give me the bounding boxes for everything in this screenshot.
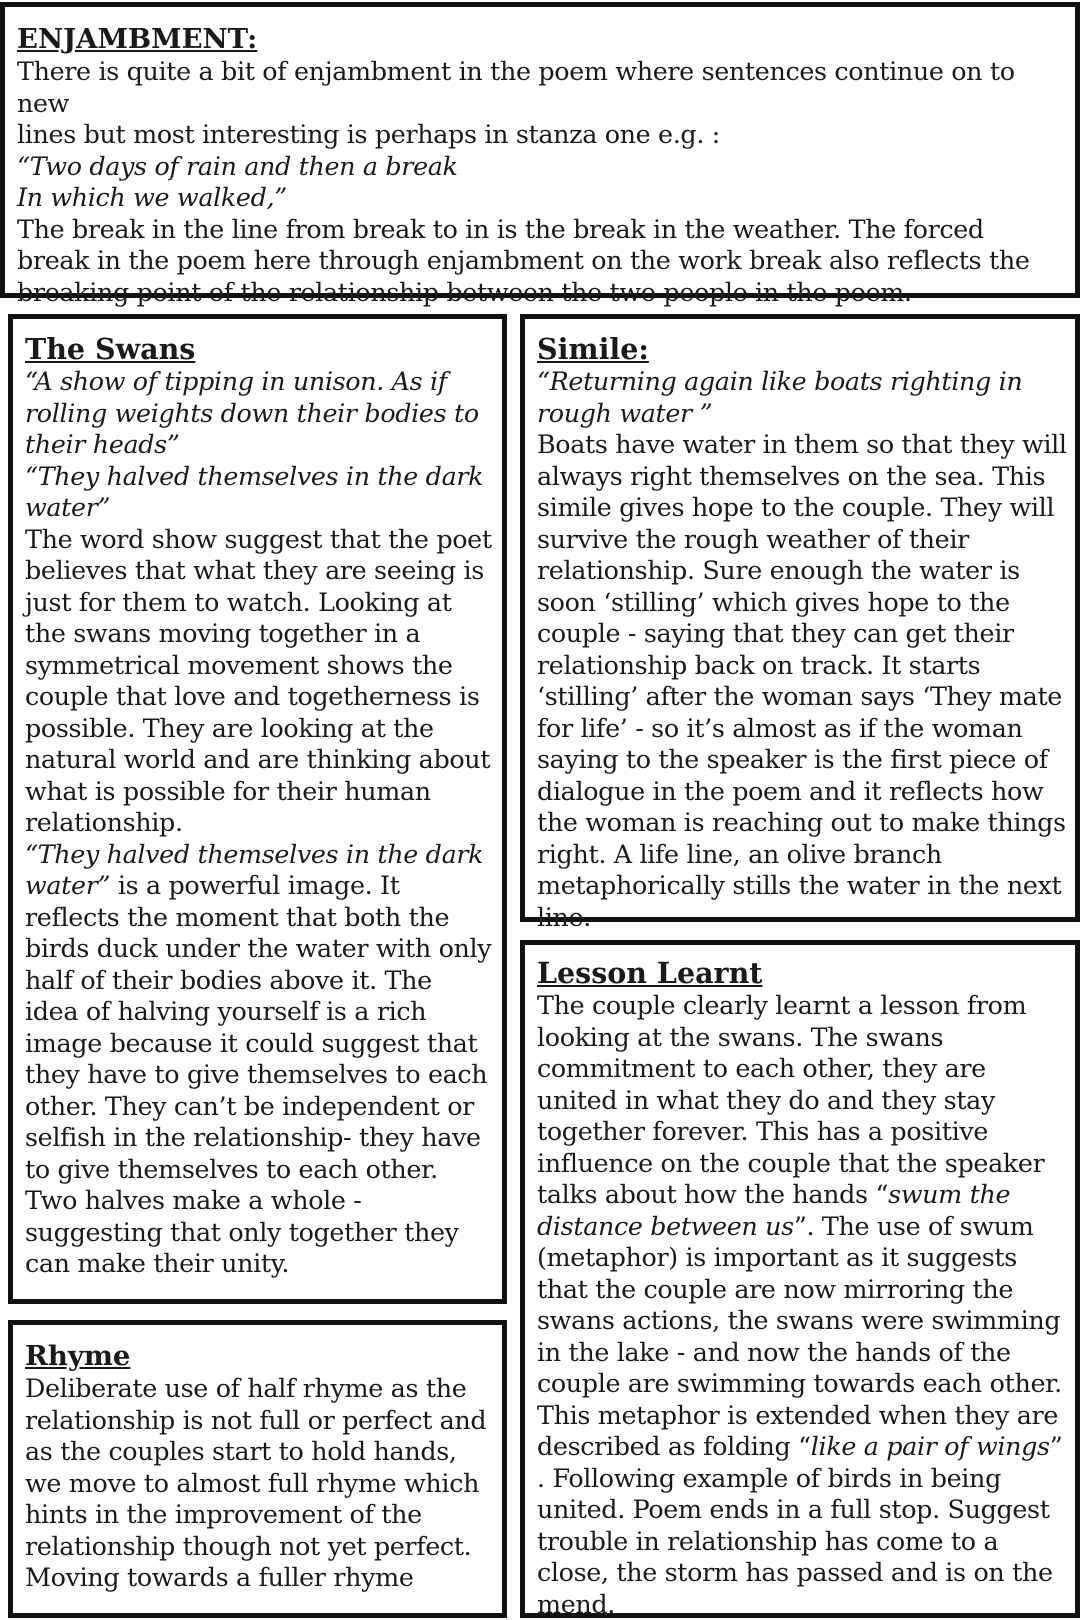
enjambment-title: ENJAMBMENT:	[17, 23, 258, 55]
swans-quote-tipping: “A show of tipping in unison. As if rolling weights down their bodies to their heads”	[25, 366, 479, 459]
swans-section	[8, 314, 507, 1304]
swans-quote-halved: “They halved themselves in the dark water”	[25, 460, 484, 522]
rhyme-title: Rhyme	[25, 1340, 131, 1372]
swans-quote-halved-repeat: “They halved themselves in the dark water”	[25, 838, 484, 900]
lesson-title: Lesson Learnt	[537, 956, 763, 990]
swans-title: The Swans	[25, 332, 196, 366]
lesson-body-3: ” . Following example of birds in being united. Poem ends in a full stop. Suggest trouble in relationship has come to a close, the storm has passed and is on the mend.	[537, 1431, 1063, 1619]
lesson-body-2: ”. The use of swum (metaphor) is important as it suggests that the couple are now mirroring the swans actions, the swans were swimming in the lake - and now the hands of the couple are swimming towards each other. This metaphor is extended when they are described as folding “	[537, 1210, 1062, 1461]
enjambment-quote-line2: In which we walked,”	[17, 182, 287, 212]
enjambment-section	[0, 2, 1080, 307]
lesson-quote-swum: swum the distance between us	[537, 1179, 1011, 1241]
simile-quote: “Returning again like boats righting in rough water ”	[537, 366, 1023, 428]
enjambment-intro-line2: lines but most interesting is perhaps in stanza one e.g. :	[17, 119, 720, 149]
lesson-body-1: The couple clearly learnt a lesson from looking at the swans. The swans commitment to each other, they are united in what they do and they stay together forever. This has a positive influence on the couple that the speaker talks about how the hands “	[537, 990, 1045, 1209]
swans-body-2: is a powerful image. It reflects the moment that both the birds duck under the water with only half of their bodies above it. The idea of halving yourself is a rich image because it could suggest that they have to give themselves to each other. They can’t be independent or selfish in the relationship- they have to give themselves to each other. Two halves make a whole - suggesting that only together they can make their unity.	[25, 870, 492, 1278]
lesson-quote-wings: like a pair of wings	[810, 1431, 1050, 1461]
swans-body-2-paragraph	[25, 839, 492, 1280]
lesson-body-paragraph	[537, 990, 1071, 1620]
rhyme-section	[8, 1320, 507, 1618]
rhyme-body: Deliberate use of half rhyme as the relationship is not full or perfect and as the couples start to hold hands, we move to almost full rhyme which hints in the improvement of the relationship though not yet perfect. Moving towards a fuller rhyme	[25, 1373, 487, 1592]
simile-title: Simile:	[537, 332, 649, 366]
enjambment-intro-line1: There is quite a bit of enjambment in the poem where sentences continue on to new	[17, 56, 1015, 118]
simile-section	[520, 314, 1080, 932]
lesson-learnt-section	[520, 940, 1080, 1618]
simile-body: Boats have water in them so that they will always right themselves on the sea. This simile gives hope to the couple. They will survive the rough weather of their relationship. Sure enough the water is soon ‘stilling’ which gives hope to the couple - saying that they can get their relationship back on track. It starts ‘stilling’ after the woman says ‘They mate for life’ - so it’s almost as if the woman saying to the speaker is the first piece of dialogue in the poem and it reflects how the woman is reaching out to make things right. A life line, an olive branch metaphorically stills the water in the next line.	[537, 429, 1067, 932]
enjambment-body: The break in the line from break to in is the break in the weather. The forced break in the poem here through enjambment on the work break also reflects the breaking point of the relationship between the two people in the poem.	[17, 213, 1030, 307]
enjambment-quote-line1: “Two days of rain and then a break	[17, 150, 458, 181]
swans-body: The word show suggest that the poet believes that what they are seeing is just for them to watch. Looking at the swans moving together in a symmetrical movement shows the couple that love and togetherness is possible. They are looking at the natural world and are thinking about what is possible for their human relationship.	[25, 523, 492, 837]
